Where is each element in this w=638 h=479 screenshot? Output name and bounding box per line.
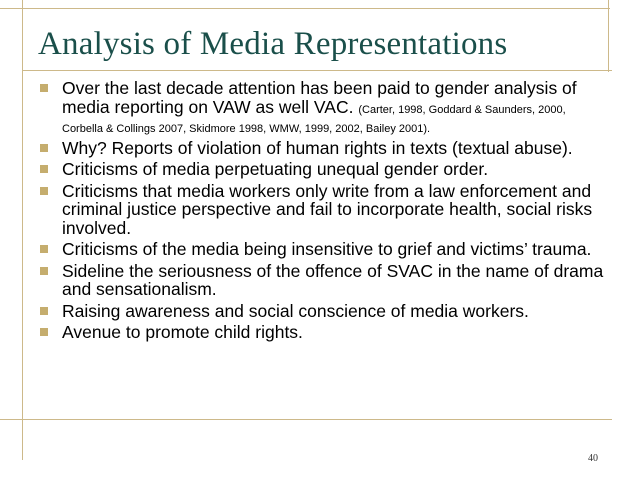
square-bullet-icon <box>40 165 48 173</box>
slide-title: Analysis of Media Representations <box>38 26 508 62</box>
bullet-text: Criticisms of the media being insensitive to grief and victims’ trauma. <box>62 239 592 259</box>
square-bullet-icon <box>40 267 48 275</box>
bullet-citation: (Carter, 1998, Goddard & Saunders, 2000, Corbella & Collings 2007, Skidmore 1998, WMW, 1999, 2002, Bailey 2001). <box>62 103 566 135</box>
square-bullet-icon <box>40 245 48 253</box>
bullet-text: Sideline the seriousness of the offence of SVAC in the name of drama and sensationalism. <box>62 260 604 299</box>
page-number: 40 <box>588 453 598 464</box>
bullet-text: Why? Reports of violation of human rights in texts (textual abuse). <box>62 137 573 158</box>
bullet-item <box>36 302 606 321</box>
bullet-item <box>36 79 606 136</box>
bullet-text: Criticisms that media workers only write from a law enforcement and criminal justice perspective and fail to incorporate health, social risks involved. <box>62 180 593 238</box>
square-bullet-icon <box>40 307 48 315</box>
bullet-text: Over the last decade attention has been paid to gender analysis of media reporting on VAW as well VAC. <box>62 78 577 117</box>
frame-top-line <box>0 8 610 9</box>
bullet-item <box>36 262 606 299</box>
title-underline <box>22 70 612 71</box>
frame-left-line <box>22 0 23 460</box>
bullet-item <box>36 323 606 342</box>
square-bullet-icon <box>40 187 48 195</box>
bullet-list <box>36 79 606 345</box>
frame-right-line <box>608 0 609 72</box>
bullet-item <box>36 182 606 238</box>
footer-line <box>0 419 612 420</box>
bullet-text: Criticisms of media perpetuating unequal gender order. <box>62 159 489 179</box>
square-bullet-icon <box>40 84 48 92</box>
bullet-text: Raising awareness and social conscience of media workers. <box>62 300 529 321</box>
bullet-item <box>36 160 606 179</box>
bullet-item <box>36 240 606 259</box>
bullet-item <box>36 139 606 158</box>
square-bullet-icon <box>40 328 48 336</box>
bullet-text: Avenue to promote child rights. <box>62 322 303 342</box>
square-bullet-icon <box>40 144 48 152</box>
